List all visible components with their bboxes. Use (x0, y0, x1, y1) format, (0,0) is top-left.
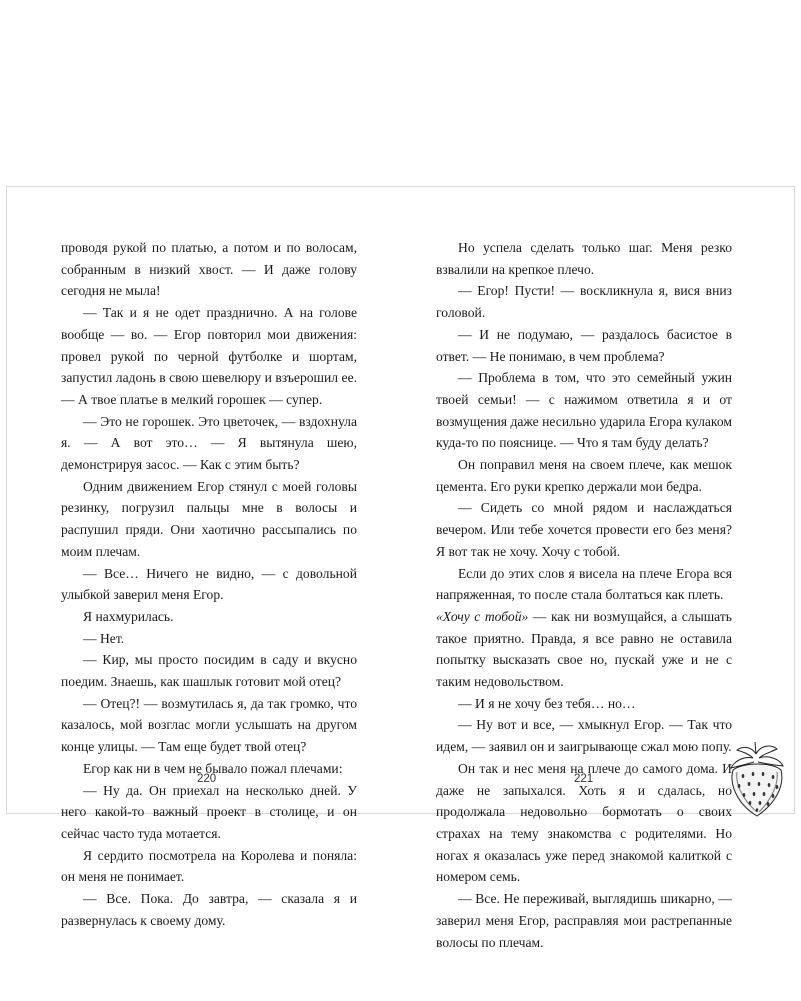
paragraph: Я нахмурилась. (83, 608, 174, 624)
paragraph: Егор как ни в чем не бывало пожал плечами: (83, 760, 343, 776)
paragraph: — Ну да. Он приехал на несколько дней. У него какой-то важный проект в столице, и он сейчас часто туда мотается. (61, 782, 357, 841)
paragraph: Я сердито посмотрела на Королева и поняла: он меня не понимает. (61, 847, 357, 885)
paragraph: — Проблема в том, что это семейный ужин твоей семьи! — с нажимом ответила я и от возмущения даже несильно ударила Егора кулаком куда-то по пояснице. — Что я там буду делать? (436, 370, 732, 451)
paragraph: — Кир, мы просто посидим в саду и вкусно поедим. Знаешь, как шашлык готовит мой отец? (61, 652, 357, 690)
left-page-text (61, 237, 357, 932)
page-number-right: 221 (574, 773, 594, 785)
paragraph: Но успела сделать только шаг. Меня резко взвалили на крепкое плечо. (436, 240, 732, 277)
paragraph: Он поправил меня на своем плече, как мешок цемента. Его руки крепко держали мои бедра. (436, 457, 732, 494)
paragraph: Если до этих слов я висела на плече Егора вся напряженная, то после стала болтаться как плеть. (436, 565, 732, 603)
paragraph: — И не подумаю, — раздалось басистое в ответ. — Не понимаю, в чем проблема? (436, 326, 732, 364)
page-number-left: 220 (197, 773, 217, 785)
strawberry-icon (723, 740, 789, 820)
paragraph: — Сидеть со мной рядом и наслаждаться вечером. Или тебе хочется провести его без меня? Я вот так не хочу. Хочу с тобой. (436, 500, 732, 559)
paragraph: — Все. Не переживай, выглядишь шикарно, — заверил меня Егор, расправляя мои растрепанные волосы по плечам. (436, 891, 732, 950)
right-page-text (436, 237, 732, 953)
paragraph: — Нет. (83, 630, 125, 646)
paragraph: — Это не горошек. Это цветочек, — вздохнула я. — А вот это… — Я вытянула шею, демонстрируя засос. — Как с этим быть? (61, 413, 357, 473)
paragraph: — Так и я не одет празднично. А на голове вообще — во. — Егор повторил мои движения: провел рукой по черной футболке и шортам, запустил ладонь в свою шевелюру и взъерошил ее. — А твое платье в мелкий горошек — супер. (61, 305, 357, 407)
paragraph: Одним движением Егор стянул с моей головы резинку, погрузил пальцы мне в волосы и распушил пряди. Они хаотично рассыпались по моим плечам. (61, 478, 357, 559)
paragraph: проводя рукой по платью, а потом и по волосам, собранным в низкий хвост. — И даже голову сегодня не мыла! (61, 240, 357, 299)
paragraph (436, 606, 732, 693)
paragraph: — Отец?! — возмутилась я, да так громко, что казалось, мой возглас могли услышать на другом конце улицы. — Там еще будет твой отец? (61, 695, 357, 755)
paragraph: — Ну вот и все, — хмыкнул Егор. — Так что идем, — заявил он и заигрывающе сжал мою попу. (436, 717, 732, 755)
paragraph: Он так и нес меня на плече до самого дома. И даже не запыхался. Хоть я и сдалась, но продолжала недовольно бормотать о своих страхах на тему знакомства с родителями. Но ногах я оказалась уже перед знакомой калиткой с номером семь. (436, 760, 732, 885)
paragraph-rest: — как ни возмущайся, а слышать такое приятно. Правда, я все равно не оставила попытку высказать свое но, пускай уже и не с таким недовольством. (436, 608, 732, 690)
paragraph: — И я не хочу без тебя… но… (458, 695, 636, 711)
paragraph: — Все… Ничего не видно, — с довольной улыбкой заверил меня Егор. (61, 565, 357, 603)
paragraph: — Егор! Пусти! — воскликнула я, вися вниз головой. (436, 283, 732, 321)
italic-phrase: «Хочу с тобой» (436, 608, 529, 624)
paragraph: — Все. Пока. До завтра, — сказала я и развернулась к своему дому. (61, 891, 357, 928)
